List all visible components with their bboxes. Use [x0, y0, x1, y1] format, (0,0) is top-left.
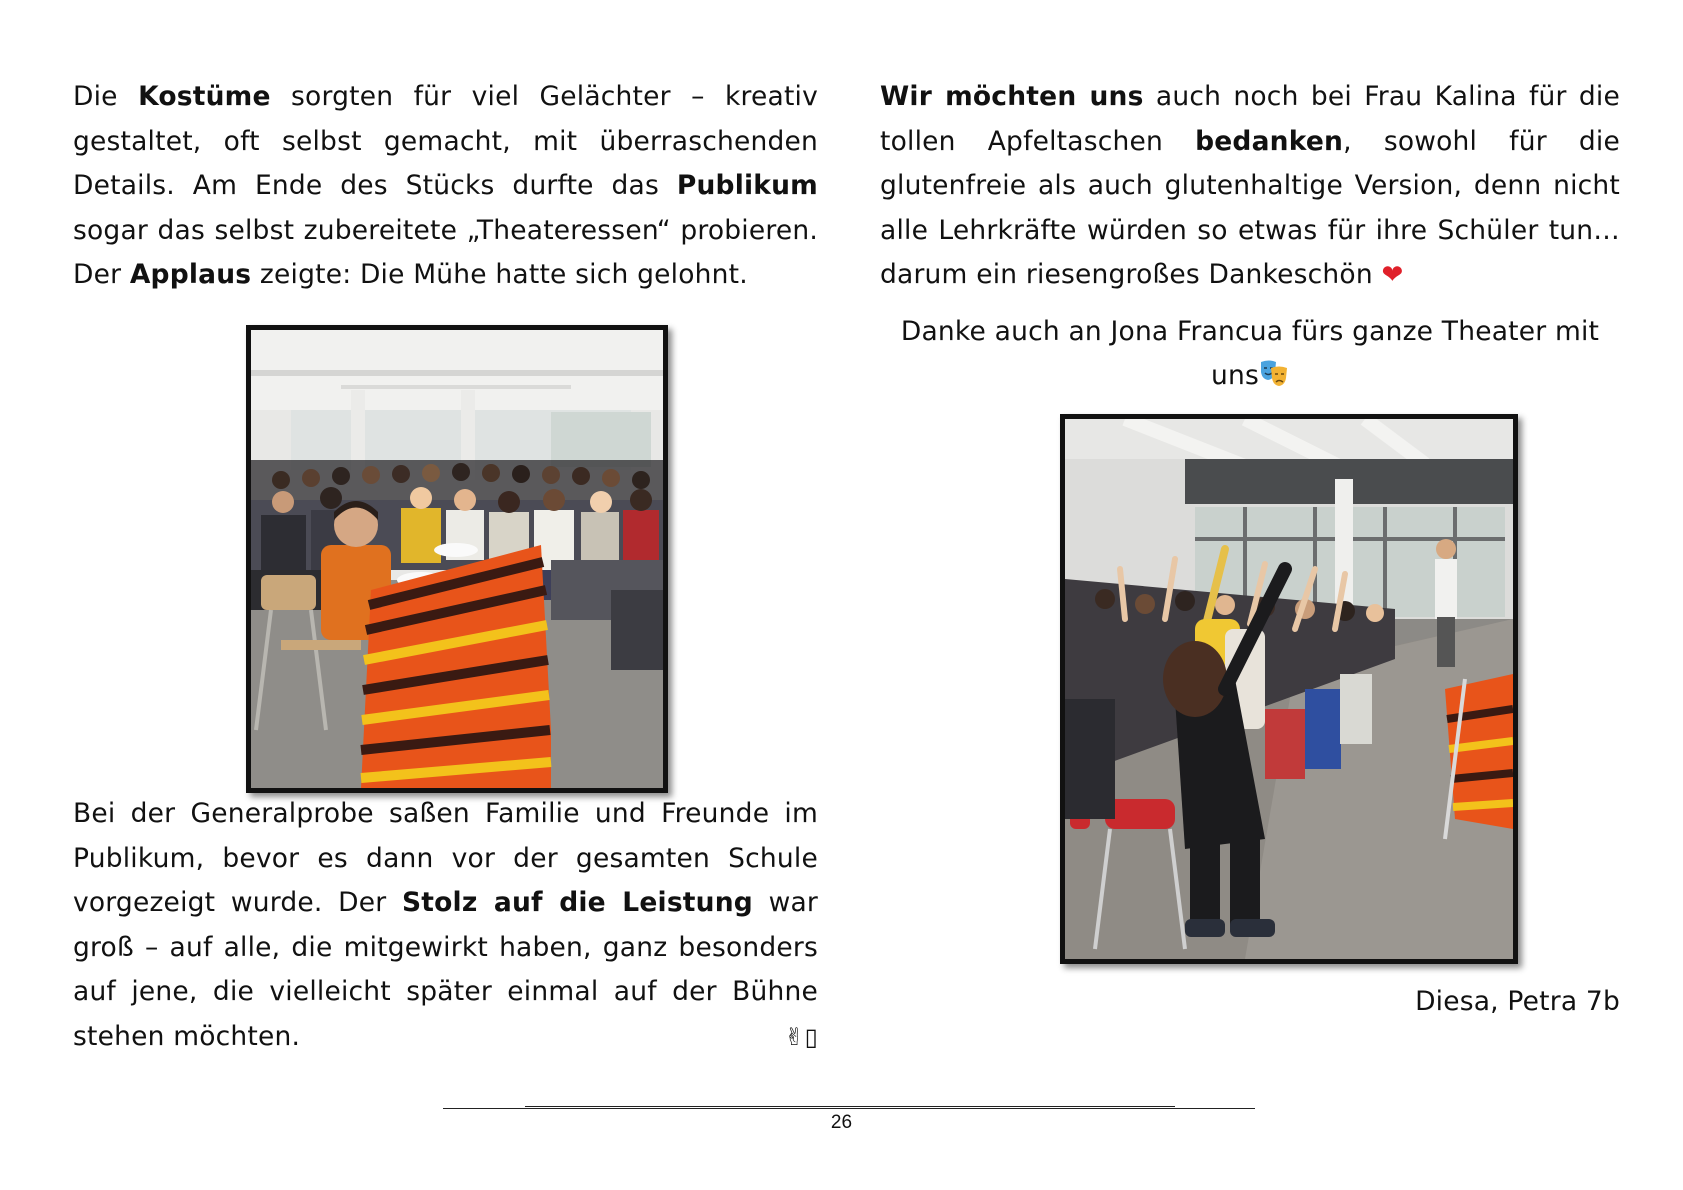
page-number: 26 — [830, 1112, 853, 1133]
bold-publikum: Publikum — [676, 170, 818, 201]
left-column-lower — [73, 792, 818, 1059]
right-column — [880, 75, 1620, 399]
text-run: sogar das selbst zubereitete „Theateressen“ probieren. Der — [73, 214, 818, 290]
author-line — [880, 980, 1620, 1025]
costumes-paragraph — [73, 75, 818, 298]
footer-divider — [443, 1108, 1255, 1109]
left-column — [73, 75, 818, 298]
text-run: sorgten für viel Gelächter – kreativ gestaltet, oft selbst gemacht, mit überraschenden Details. Am Ende des Stücks durfte das — [73, 81, 819, 201]
footer-divider-inner — [525, 1106, 1175, 1107]
text-run: war groß – auf alle, die mitgewirkt haben, ganz besonders auf jene, die vielleicht später einmal auf der Bühne stehen möchten. — [73, 887, 819, 1052]
raised-hands-photo-image — [1065, 419, 1513, 959]
text-run: auch noch bei Frau Kalina für die tollen Apfeltaschen — [880, 81, 1620, 157]
heart-icon: ❤ — [1381, 260, 1404, 290]
text-run: zeigte: Die Mühe hatte sich gelohnt. — [251, 259, 748, 290]
bold-wir-moechten-uns: Wir möchten uns — [880, 81, 1144, 112]
author-credit: Diesa, Petra 7b — [1415, 986, 1620, 1017]
audience-photo-image — [251, 330, 663, 788]
text-run: Bei der Generalprobe saßen Familie und Freunde im Publikum, bevor es dann vor der gesamten Schule vorgezeigt wurde. Der — [73, 798, 818, 918]
bold-bedanken: bedanken — [1195, 125, 1344, 157]
theater-masks-icon — [1259, 358, 1289, 388]
thanks-paragraph — [880, 75, 1620, 298]
bold-kostueme: Kostüme — [138, 81, 271, 112]
text-run: Die — [73, 81, 139, 112]
bold-stolz: Stolz auf die Leistung — [402, 887, 753, 918]
thanks-jona-paragraph — [880, 310, 1620, 399]
audience-photo — [246, 325, 668, 793]
text-run: Danke auch an Jona Francua fürs ganze Theater mit uns — [900, 315, 1600, 391]
bold-applaus: Applaus — [129, 259, 252, 290]
victory-hand-emoji-icon: ✌︎▯ — [784, 1022, 818, 1051]
rehearsal-paragraph — [73, 792, 818, 1059]
text-run: , sowohl für die glutenfreie als auch glutenhaltige Version, denn nicht alle Lehrkräfte würden so etwas für ihre Schüler tun… darum ein riesengroßes Dankeschön — [880, 125, 1620, 290]
raised-hands-photo — [1060, 414, 1518, 964]
